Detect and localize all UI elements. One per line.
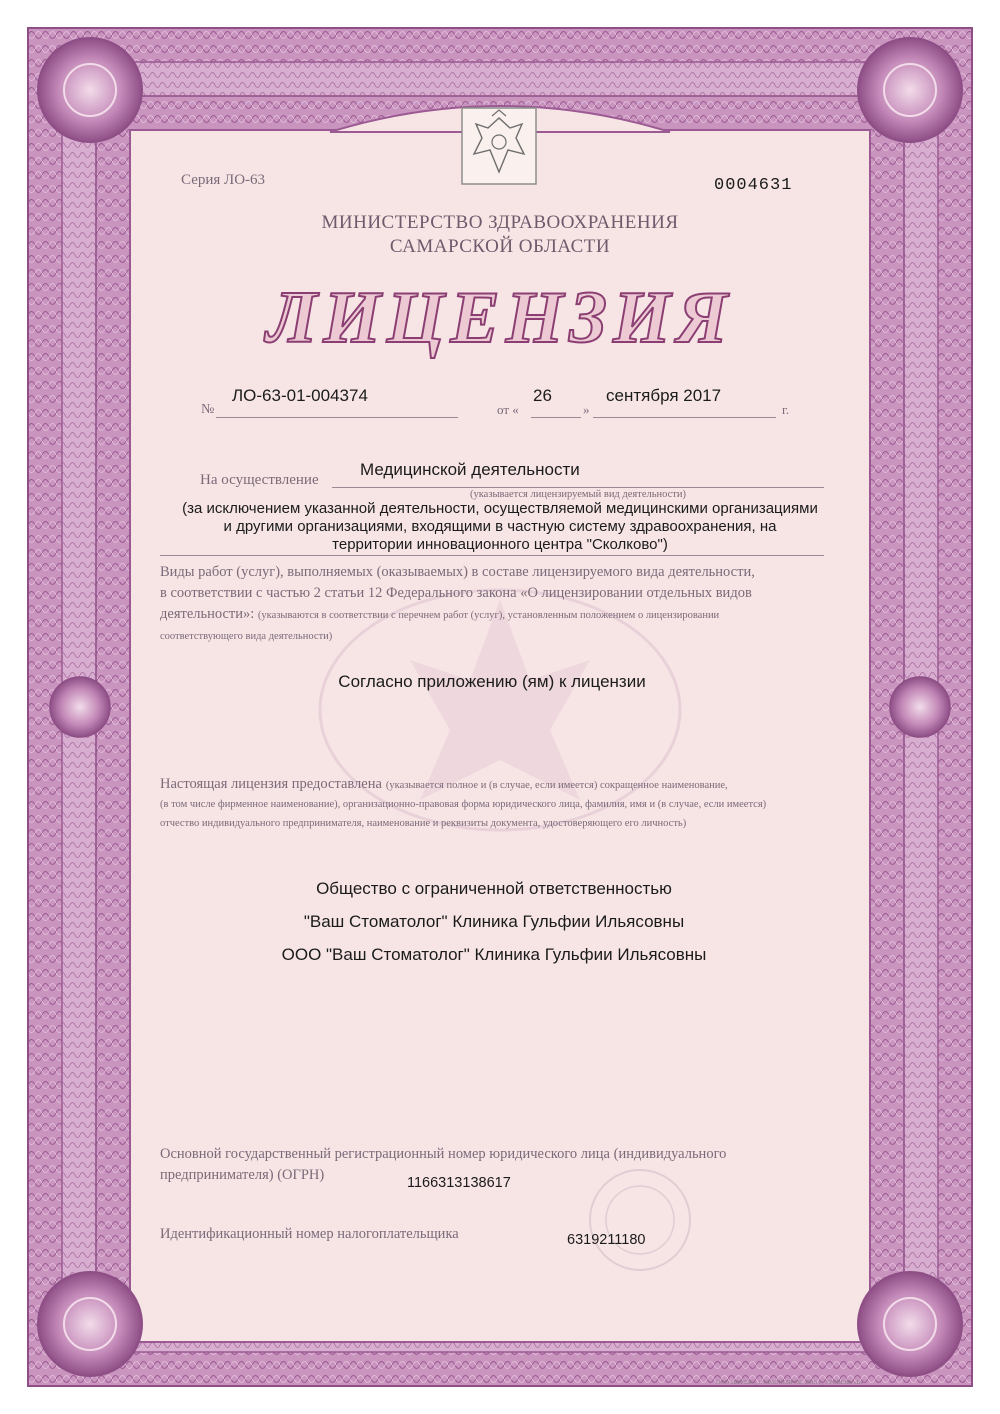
works-line3 bbox=[160, 604, 828, 626]
license-number: ЛО-63-01-004374 bbox=[232, 386, 368, 405]
licensee-intro-note3: отчество индивидуального предпринимателя, наименование и реквизиты документа, удостоверяющего его личность) bbox=[160, 818, 687, 829]
works-value: Согласно приложению (ям) к лицензии bbox=[338, 672, 646, 691]
activity-label: На осуществление bbox=[200, 472, 319, 488]
licensee-intro bbox=[160, 774, 828, 833]
activity-detail-line: (за исключением указанной деятельности, осуществляемой медицинскими организациями bbox=[182, 500, 818, 517]
license-day: 26 bbox=[533, 386, 552, 405]
licensee-intro-note2: (в том числе фирменное наименование), организационно-правовая форма юридического лица, фамилия, имя и (в случае, если имеется) bbox=[160, 799, 767, 810]
ministry-name-line2: САМАРСКОЙ ОБЛАСТИ bbox=[389, 236, 611, 257]
coat-of-arms-emblem bbox=[458, 104, 540, 188]
activity-value: Медицинской деятельности bbox=[360, 460, 580, 479]
works-line3-main: деятельности»: bbox=[160, 606, 255, 622]
inn-value: 6319211180 bbox=[567, 1232, 646, 1248]
ogrn-value: 1166313138617 bbox=[407, 1175, 511, 1191]
ministry-name-line1: МИНИСТЕРСТВО ЗДРАВООХРАНЕНИЯ bbox=[321, 212, 679, 233]
activity-caption: (указывается лицензируемый вид деятельности) bbox=[469, 489, 687, 500]
document-title: ЛИЦЕНЗИЯ bbox=[266, 277, 734, 359]
day-underline bbox=[531, 417, 581, 418]
number-underline bbox=[216, 417, 458, 418]
day-close-quote: » bbox=[583, 402, 590, 417]
works-line4-note: соответствующего вида деятельности) bbox=[160, 631, 333, 642]
inn-label: Идентификационный номер налогоплательщика bbox=[160, 1226, 459, 1242]
month-underline bbox=[593, 417, 776, 418]
activity-details bbox=[148, 500, 852, 554]
licensee-intro-note1: (указывается полное и (в случае, если имеется) сокращенное наименование, bbox=[385, 780, 728, 791]
serial-number: 0004631 bbox=[714, 176, 793, 195]
works-block bbox=[160, 562, 828, 647]
works-line2: в соответствии с частью 2 статьи 12 Федерального закона «О лицензировании отдельных видов bbox=[160, 585, 752, 601]
licensee-name-line2: "Ваш Стоматолог" Клиника Гульфии Ильясовны bbox=[303, 912, 685, 931]
activity-detail-line: территории инновационного центра "Сколково") bbox=[332, 536, 668, 553]
ogrn-label-line1: Основной государственный регистрационный номер юридического лица (индивидуального bbox=[160, 1146, 727, 1162]
activity-detail-line: и другими организациями, входящими в частную систему здравоохранения, на bbox=[223, 518, 777, 535]
from-label: от « bbox=[497, 402, 519, 417]
licensee-name-line3: ООО "Ваш Стоматолог" Клиника Гульфии Ильясовны bbox=[281, 945, 707, 964]
licensee-intro-main: Настоящая лицензия предоставлена bbox=[160, 776, 382, 792]
works-line1: Виды работ (услуг), выполняемых (оказываемых) в составе лицензируемого вида деятельности, bbox=[160, 564, 755, 580]
activity-detail-underline bbox=[160, 555, 824, 556]
license-month-year: сентября 2017 bbox=[606, 386, 722, 405]
year-suffix: г. bbox=[782, 402, 790, 417]
ogrn-label-line2: предпринимателя) (ОГРН) bbox=[160, 1167, 325, 1183]
activity-underline bbox=[332, 487, 824, 488]
licensee-name-line1: Общество с ограниченной ответственностью bbox=[316, 879, 672, 898]
round-seal bbox=[585, 1165, 695, 1275]
number-label: № bbox=[201, 402, 215, 417]
series-label: Серия ЛО-63 bbox=[181, 172, 266, 188]
works-line3-note: (указываются в соответствии с перечнем работ (услуг), установленным положением о лицензировании bbox=[257, 610, 720, 621]
printer-imprint: ООО «БЕРЕЖ», г. КРАСНОЯРСК, 2016 г., УРОВЕНЬ «Б» bbox=[716, 1380, 864, 1386]
